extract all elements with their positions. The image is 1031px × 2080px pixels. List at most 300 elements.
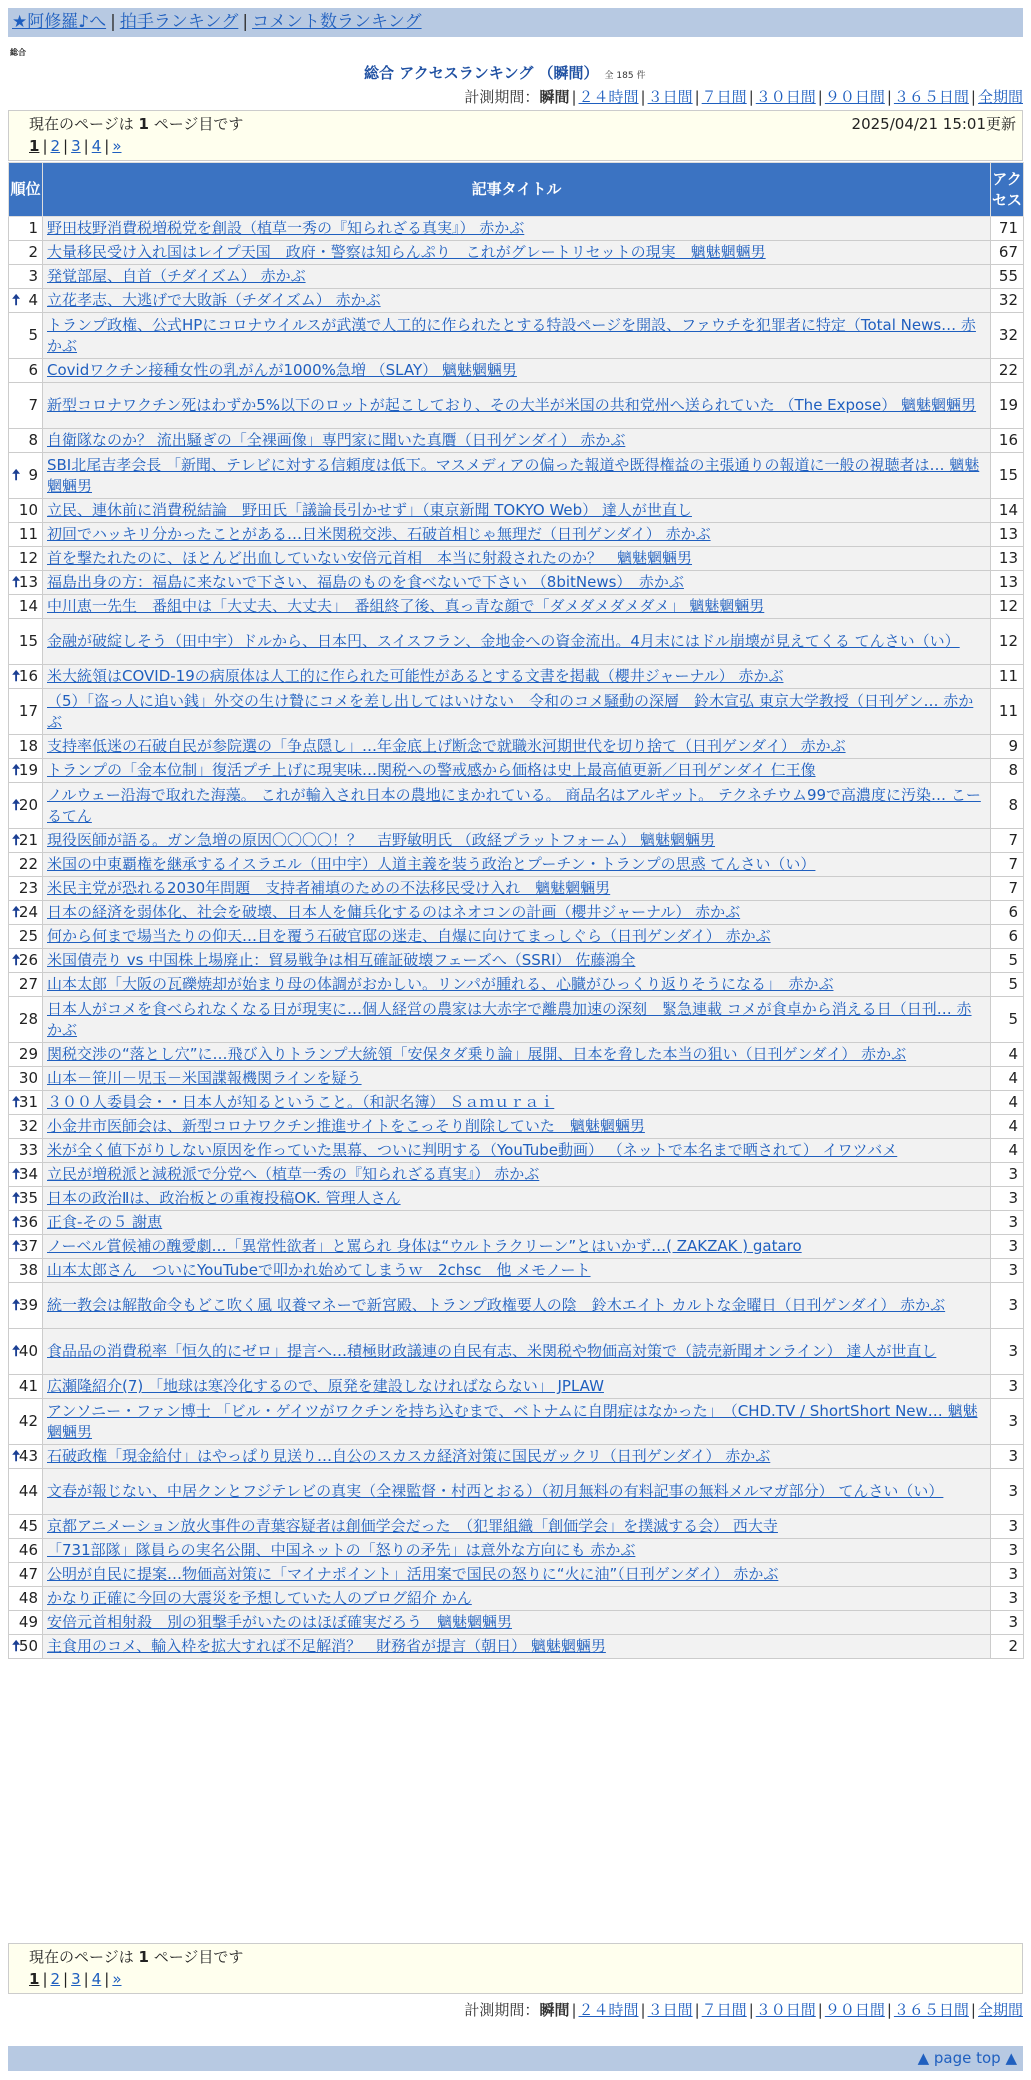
rank-cell [9,1115,43,1139]
rank-up-icon: 🠅 [12,1189,21,1207]
title-cell [43,901,991,925]
access-count: 3 [991,1163,1024,1187]
access-count: 3 [991,1539,1024,1563]
rank-up-icon: 🠅 [12,1093,21,1111]
access-count: 11 [991,665,1024,689]
article-link[interactable]: 山本太郎「大阪の瓦礫焼却が始まり母の体調がおかしい。リンパが腫れる、心臓がひっくり返りそうになる」 赤かぶ [47,975,834,993]
rank-number: 14 [18,597,38,615]
title-cell [43,499,991,523]
pagination-page-4[interactable]: 4 [91,137,102,155]
period-option-1[interactable]: ３日間 [647,88,693,106]
table-row [9,925,1024,949]
article-link[interactable]: 立花孝志、大逃げで大敗訴（チダイズム） 赤かぶ [47,291,381,309]
title-cell [43,313,991,359]
rank-up-icon: 🠅 [12,573,21,591]
title-cell [43,1139,991,1163]
article-link[interactable]: トランプの「金本位制」復活プチ上げに現実味…関税への警戒感から価格は史上最高値更新／日刊ゲンダイ 仁王像 [47,761,816,779]
rank-cell [9,1563,43,1587]
top-navigation [8,8,1023,37]
rank-cell [9,1635,43,1659]
access-count: 8 [991,783,1024,829]
access-count: 4 [991,1043,1024,1067]
rank-cell [9,265,43,289]
article-link[interactable]: 立民が増税派と減税派で分党へ（植草一秀の『知られざる真実』） 赤かぶ [47,1165,540,1183]
access-header: アクセス [991,163,1024,217]
access-count: 3 [991,1187,1024,1211]
article-link[interactable]: 野田枝野消費税増税党を創設（植草一秀の『知られざる真実』） 赤かぶ [47,219,525,237]
pagination [29,1968,1002,1990]
rank-number: 24 [18,903,38,921]
rank-cell [9,759,43,783]
title-cell [43,241,991,265]
access-count: 3 [991,1211,1024,1235]
rank-cell [9,359,43,383]
access-count: 14 [991,499,1024,523]
access-count: 3 [991,1445,1024,1469]
access-count: 5 [991,949,1024,973]
title-cell [43,265,991,289]
period-option-0[interactable]: ２４時間 [578,88,639,106]
updated-date: 2025/04/21 15:01更新 [851,115,1016,133]
title-cell [43,289,991,313]
rank-number: 42 [18,1412,38,1430]
article-link[interactable]: Covidワクチン接種女性の乳がんが1000%急増 （SLAY） 魑魅魍魎男 [47,361,517,379]
article-link[interactable]: ノーベル賞候補の醜愛劇…「異常性欲者」と罵られ 身体は“ウルトラクリーン”とはいかず…( ZAKZAK ) gataro [47,1237,802,1255]
table-row [9,1635,1024,1659]
table-row [9,1587,1024,1611]
access-count: 4 [991,1067,1024,1091]
pagination-page-2[interactable]: 2 [50,137,61,155]
title-cell [43,595,991,619]
table-row [9,829,1024,853]
table-row [9,1259,1024,1283]
rank-up-icon: 🠅 [12,1296,21,1314]
table-row [9,1283,1024,1329]
article-link[interactable]: 自衛隊なのか？ 流出騒ぎの「全裸画像」専門家に聞いた真贋（日刊ゲンダイ） 赤かぶ [47,431,626,449]
article-link[interactable]: 日本人がコメを食べられなくなる日が現実に…個人経営の農家は大赤字で離農加速の深刻 緊急連載 コメが食卓から消える日（日刊… 赤かぶ [47,999,972,1039]
article-link[interactable]: 正食-その５ 謝恵 [47,1213,163,1231]
access-count: 7 [991,877,1024,901]
access-count: 32 [991,313,1024,359]
table-row [9,1375,1024,1399]
period-separator: | [817,88,823,106]
title-cell [43,1163,991,1187]
rank-cell [9,571,43,595]
table-row [9,1211,1024,1235]
period-option-4[interactable]: ９０日間 [824,2001,885,2019]
table-row [9,1611,1024,1635]
period-option-0[interactable]: ２４時間 [578,2001,639,2019]
rank-number: 3 [28,267,38,285]
article-link[interactable]: 米が全く値下がりしない原因を作っていた黒幕、ついに判明する（YouTube動画） （ネットで本名まで晒されて） イワツバメ [47,1141,898,1159]
access-count: 5 [991,997,1024,1043]
rank-cell [9,1611,43,1635]
period-option-4[interactable]: ９０日間 [824,88,885,106]
footer-bar [8,2046,1023,2071]
title-cell [43,1091,991,1115]
rank-up-icon: 🠅 [12,1447,21,1465]
rank-number: 22 [18,855,38,873]
title-cell [43,619,991,665]
article-link[interactable]: SBI北尾吉孝会長 「新聞、テレビに対する信頼度は低下。マスメディアの偏った報道や既得権益の主張通りの報道に一般の視聴者は… 魑魅魍魎男 [47,455,980,495]
title-cell [43,1259,991,1283]
rank-number: 34 [18,1165,38,1183]
title-cell [43,1115,991,1139]
rank-number: 8 [28,431,38,449]
rank-number: 37 [18,1237,38,1255]
access-count: 6 [991,901,1024,925]
access-count: 7 [991,853,1024,877]
pagination-current: 1 [29,137,40,155]
article-link[interactable]: 京都アニメーション放火事件の青葉容疑者は創価学会だった （犯罪組織「創価学会」を撲滅する会） 西大寺 [47,1517,778,1535]
table-row [9,453,1024,499]
article-link[interactable]: 小金井市医師会は、新型コロナワクチン推進サイトをこっそり削除していた 魑魅魍魎男 [47,1117,645,1135]
table-row [9,1163,1024,1187]
pagination-separator: | [83,1970,89,1988]
ranking-table [8,162,1024,1659]
rank-number: 20 [18,796,38,814]
table-row [9,1399,1024,1445]
access-count: 6 [991,925,1024,949]
title-cell [43,973,991,997]
rank-number: 7 [28,396,38,414]
table-row [9,689,1024,735]
title-cell [43,547,991,571]
table-row [9,1067,1024,1091]
article-link[interactable]: 関税交渉の“落とし穴”に…飛び入りトランプ大統領「安保タダ乗り論」展開、日本を脅した本当の狙い（日刊ゲンダイ） 赤かぶ [47,1045,907,1063]
rank-number: 12 [18,549,38,567]
article-link[interactable]: 山本－笹川－児玉－米国諜報機関ラインを疑う [47,1069,362,1087]
article-link[interactable]: 石破政権「現金給付」はやっぱり見送り…自公のスカスカ経済対策に国民ガックリ（日刊ゲンダイ） 赤かぶ [47,1447,771,1465]
period-option-2[interactable]: ７日間 [701,2001,747,2019]
rank-up-icon: 🠅 [12,903,21,921]
rank-cell [9,1187,43,1211]
page-info-top [8,110,1023,161]
rank-number: 21 [18,831,38,849]
table-row [9,359,1024,383]
access-count: 3 [991,1563,1024,1587]
article-link[interactable]: トランプ政権、公式HPにコロナウイルスが武漢で人工的に作られたとする特設ページを開設、ファウチを犯罪者に特定（Total News… 赤かぶ [47,315,976,355]
table-row [9,571,1024,595]
rank-up-icon: 🠅 [12,1637,21,1655]
page-prefix: 現在のページは [29,115,134,133]
title-cell [43,829,991,853]
article-link[interactable]: 米国債売り vs 中国株上場廃止：貿易戦争は相互確証破壊フェーズへ（SSRI） 佐藤鴻全 [47,951,636,969]
rank-number: 4 [28,291,38,309]
title-cell [43,429,991,453]
page-suffix: ページ目です [153,115,244,133]
article-link[interactable]: 日本の経済を弱体化、社会を破壊、日本人を傭兵化するのはネオコンの計画（櫻井ジャーナル） 赤かぶ [47,903,741,921]
rank-cell [9,217,43,241]
period-separator: | [571,88,577,106]
article-link[interactable]: 山本太郎さん ついにYouTubeで叩かれ始めてしまうｗ 2chsc 他 メモノート [47,1261,591,1279]
rank-number: 38 [18,1261,38,1279]
rank-number: 40 [18,1342,38,1360]
access-count: 13 [991,571,1024,595]
title-cell [43,997,991,1043]
period-separator: | [640,2001,646,2019]
access-count: 13 [991,523,1024,547]
rank-cell [9,383,43,429]
table-row [9,759,1024,783]
nav-separator: | [110,12,116,32]
access-count: 32 [991,289,1024,313]
table-row [9,1329,1024,1375]
article-link[interactable]: 新型コロナワクチン死はわずか5%以下のロットが起こしており、その大半が米国の共和党州へ送られていた （The Expose） 魑魅魍魎男 [47,396,977,414]
access-count: 3 [991,1235,1024,1259]
pagination-separator: | [63,1970,69,1988]
title-cell [43,925,991,949]
rank-number: 49 [18,1613,38,1631]
rank-cell [9,973,43,997]
rank-cell [9,1163,43,1187]
article-link[interactable]: 主食用のコメ、輸入枠を拡大すれば不足解消？ 財務省が提言（朝日） 魑魅魍魎男 [47,1637,606,1655]
clap-ranking-link[interactable]: 拍手ランキング [119,12,239,32]
article-link[interactable]: 支持率低迷の石破自民が参院選の「争点隠し」…年金底上げ断念で就職氷河期世代を切り捨て（日刊ゲンダイ） 赤かぶ [47,737,846,755]
article-link[interactable]: （5）「盗っ人に追い銭」外交の生け贄にコメを差し出してはいけない 令和のコメ騒動の深層 鈴木宣弘 東京大学教授（日刊ゲン… 赤かぶ [47,691,974,731]
access-count: 2 [991,1635,1024,1659]
article-link[interactable]: 発覚部屋、自首（チダイズム） 赤かぶ [47,267,306,285]
rank-cell [9,1283,43,1329]
title-header: 記事タイトル [43,163,991,217]
article-link[interactable]: 現役医師が語る。ガン急増の原因〇〇〇〇！？ 吉野敏明氏 （政経プラットフォーム） 魑魅魍魎男 [47,831,716,849]
title-cell [43,1539,991,1563]
home-link[interactable]: ★阿修羅♪へ [12,12,107,32]
pagination-next[interactable]: » [112,1970,122,1988]
rank-number: 50 [18,1637,38,1655]
rank-cell [9,1139,43,1163]
article-link[interactable]: 「731部隊」隊員らの実名公開、中国ネットの「怒りの矛先」は意外な方向にも 赤かぶ [47,1541,636,1559]
period-option-5[interactable]: ３６５日間 [893,88,969,106]
rank-cell [9,1259,43,1283]
access-count: 9 [991,735,1024,759]
page-title-text: 総合 アクセスランキング （瞬間） [364,64,599,82]
article-link[interactable]: 文春が報じない、中居クンとフジテレビの真実（全裸監督・村西とおる）（初月無料の有料記事の無料メルマガ部分） てんさい（い） [47,1482,944,1500]
article-link[interactable]: ３００人委員会・・日本人が知るということ。（和訳名簿） Ｓａｍｕｒａｉ [47,1093,555,1111]
rank-cell [9,1539,43,1563]
period-separator: | [886,2001,892,2019]
rank-number: 27 [18,975,38,993]
title-cell [43,217,991,241]
article-link[interactable]: 何から何まで場当たりの仰天…目を覆う石破官邸の迷走、自爆に向けてまっしぐら（日刊ゲンダイ） 赤かぶ [47,927,771,945]
rank-number: 48 [18,1589,38,1607]
article-link[interactable]: 首を撃たれたのに、ほとんど出血していない安倍元首相 本当に射殺されたのか？ 魑魅魍魎男 [47,549,693,567]
rank-number: 13 [18,573,38,591]
pagination-separator: | [42,137,48,155]
access-count: 4 [991,1139,1024,1163]
period-option-6[interactable]: 全期間 [977,88,1023,106]
title-cell [43,1329,991,1375]
pagination-separator: | [63,137,69,155]
article-link[interactable]: 中川恵一先生 番組中は「大丈夫、大丈夫」 番組終了後、真っ青な顔で「ダメダメダメダメ」 魑魅魍魎男 [47,597,765,615]
table-row [9,877,1024,901]
rank-cell [9,1399,43,1445]
rank-cell [9,429,43,453]
rank-up-icon: 🠅 [12,951,21,969]
access-count: 12 [991,619,1024,665]
period-option-5[interactable]: ３６５日間 [893,2001,969,2019]
pagination-page-3[interactable]: 3 [71,137,81,155]
period-option-2[interactable]: ７日間 [701,88,747,106]
rank-cell [9,1067,43,1091]
rank-up-icon: 🠅 [12,1237,21,1255]
rank-header: 順位 [9,163,43,217]
title-cell [43,735,991,759]
period-current: 瞬間 [539,2001,570,2019]
access-count: 3 [991,1283,1024,1329]
period-separator: | [970,2001,976,2019]
table-row [9,901,1024,925]
rank-number: 16 [18,667,38,685]
rank-number: 30 [18,1069,38,1087]
comment-ranking-link[interactable]: コメント数ランキング [252,12,422,32]
article-link[interactable]: 食品品の消費税率「恒久的にゼロ」提言へ…積極財政議連の自民有志、米関税や物価高対策で（読売新聞オンライン） 達人が世直し [47,1342,937,1360]
article-link[interactable]: 安倍元首相射殺 別の狙撃手がいたのはほぼ確実だろう 魑魅魍魎男 [47,1613,513,1631]
article-link[interactable]: 公明が自民に提案…物価高対策に「マイナポイント」活用案で国民の怒りに“火に油”（日刊ゲンダイ） 赤かぶ [47,1565,779,1583]
table-row [9,1139,1024,1163]
rank-up-icon: 🠅 [12,1165,21,1183]
rank-number: 32 [18,1117,38,1135]
article-link[interactable]: アンソニー・ファン博士 「ビル・ゲイツがワクチンを持ち込むまで、ベトナムに自閉症はなかった」 （CHD.TV / ShortShort New… 魑魅魍魎男 [47,1401,978,1441]
access-count: 15 [991,453,1024,499]
rank-cell [9,997,43,1043]
article-link[interactable]: 統一教会は解散命令もどこ吹く風 収養マネーで新宮殿、トランプ政権要人の陰 鈴木エイト カルトな金曜日（日刊ゲンダイ） 赤かぶ [47,1296,946,1314]
rank-cell [9,1375,43,1399]
article-link[interactable]: 米民主党が恐れる2030年問題 支持者補填のための不法移民受け入れ 魑魅魍魎男 [47,879,611,897]
article-link[interactable]: 米大統領はCOVID-19の病原体は人工的に作られた可能性があるとする文書を掲載（櫻井ジャーナル） 赤かぶ [47,667,784,685]
pagination-page-2[interactable]: 2 [50,1970,61,1988]
title-cell [43,1187,991,1211]
rank-cell [9,619,43,665]
rank-number: 18 [18,737,38,755]
rank-number: 33 [18,1141,38,1159]
rank-cell [9,925,43,949]
rank-cell [9,853,43,877]
table-row [9,1515,1024,1539]
rank-cell [9,901,43,925]
access-count: 3 [991,1611,1024,1635]
access-count: 13 [991,547,1024,571]
rank-cell [9,829,43,853]
period-separator: | [970,88,976,106]
period-separator: | [694,88,700,106]
pagination-current: 1 [29,1970,40,1988]
period-option-1[interactable]: ３日間 [647,2001,693,2019]
article-link[interactable]: 米国の中東覇権を継承するイスラエル（田中宇）人道主義を装う政治とプーチン・トランプの思惑 てんさい（い） [47,855,816,873]
table-row [9,735,1024,759]
article-link[interactable]: かなり正確に今回の大震災を予想していた人のブログ紹介 かん [47,1589,472,1607]
rank-up-icon: 🠅 [12,1342,21,1360]
article-link[interactable]: 福島出身の方：福島に来ないで下さい、福島のものを食べないで下さい （8bitNews） 赤かぶ [47,573,684,591]
rank-number: 17 [18,702,38,720]
pagination-separator: | [104,137,110,155]
title-cell [43,1375,991,1399]
table-row [9,997,1024,1043]
access-count: 3 [991,1515,1024,1539]
table-row [9,523,1024,547]
rank-number: 2 [28,243,38,261]
period-separator: | [694,2001,700,2019]
pagination-separator: | [104,1970,110,1988]
rank-number: 46 [18,1541,38,1559]
article-link[interactable]: 初回でハッキリ分かったことがある…日米関税交渉、石破首相じゃ無理だ（日刊ゲンダイ） 赤かぶ [47,525,711,543]
rank-number: 41 [18,1377,38,1395]
table-row [9,1091,1024,1115]
title-cell [43,1399,991,1445]
period-selector-top [464,86,1023,107]
period-option-3[interactable]: ３０日間 [755,88,816,106]
pagination-separator: | [42,1970,48,1988]
current-page-text [29,1946,1002,1968]
table-row [9,665,1024,689]
rank-cell [9,783,43,829]
title-cell [43,689,991,735]
access-count: 12 [991,595,1024,619]
table-row [9,783,1024,829]
table-row [9,595,1024,619]
title-cell [43,383,991,429]
rank-number: 15 [18,632,38,650]
period-option-3[interactable]: ３０日間 [755,2001,816,2019]
pagination-next[interactable]: » [112,137,122,155]
rank-number: 35 [18,1189,38,1207]
article-link[interactable]: 立民、連休前に消費税結論 野田氏「議論長引かせず」（東京新聞 TOKYO Web） 達人が世直し [47,501,692,519]
access-count: 4 [991,1115,1024,1139]
article-link[interactable]: 大量移民受け入れ国はレイプ天国 政府・警察は知らんぷり これがグレートリセットの現実 魑魅魍魎男 [47,243,766,261]
table-row [9,619,1024,665]
rank-cell [9,877,43,901]
article-link[interactable]: 金融が破綻しそう（田中宇）ドルから、日本円、スイスフラン、金地金への資金流出。4月末にはドル崩壊が見えてくる てんさい（い） [47,632,960,650]
table-row [9,949,1024,973]
pagination-separator: | [83,137,89,155]
title-cell [43,1445,991,1469]
period-separator: | [640,88,646,106]
table-row [9,1563,1024,1587]
pagination-page-4[interactable]: 4 [91,1970,102,1988]
table-row [9,1469,1024,1515]
page-top-link[interactable]: ▲ page top ▲ [917,2049,1017,2067]
title-cell [43,759,991,783]
pagination-page-3[interactable]: 3 [71,1970,81,1988]
period-option-6[interactable]: 全期間 [977,2001,1023,2019]
rank-up-icon: 🠅 [12,831,21,849]
rank-up-icon: 🠅 [12,761,21,779]
table-row [9,313,1024,359]
access-count: 19 [991,383,1024,429]
period-separator: | [571,2001,577,2019]
title-cell [43,783,991,829]
table-row [9,973,1024,997]
access-count: 67 [991,241,1024,265]
item-count: 全 185 件 [604,71,646,81]
article-link[interactable]: 日本の政治Ⅱは、政治板との重複投稿OK. 管理人さん [47,1189,401,1207]
rank-number: 19 [18,761,38,779]
rank-number: 31 [18,1093,38,1111]
article-link[interactable]: ノルウェー沿海で取れた海藻。 これが輸入され日本の農地にまかれている。 商品名はアルギット。 テクネチウム99で高濃度に汚染… こーるてん [47,785,981,825]
title-cell [43,1515,991,1539]
title-cell [43,571,991,595]
period-separator: | [748,88,754,106]
rank-number: 5 [28,326,38,344]
article-link[interactable]: 広瀬隆紹介(7) 「地球は寒冷化するので、原発を建設しなければならない」 JPLAW [47,1377,604,1395]
page-title [364,62,645,83]
access-count: 3 [991,1329,1024,1375]
period-label: 計測期間： [464,88,540,106]
period-current: 瞬間 [539,88,570,106]
rank-number: 44 [18,1482,38,1500]
rank-cell [9,313,43,359]
table-header-row [9,163,1024,217]
